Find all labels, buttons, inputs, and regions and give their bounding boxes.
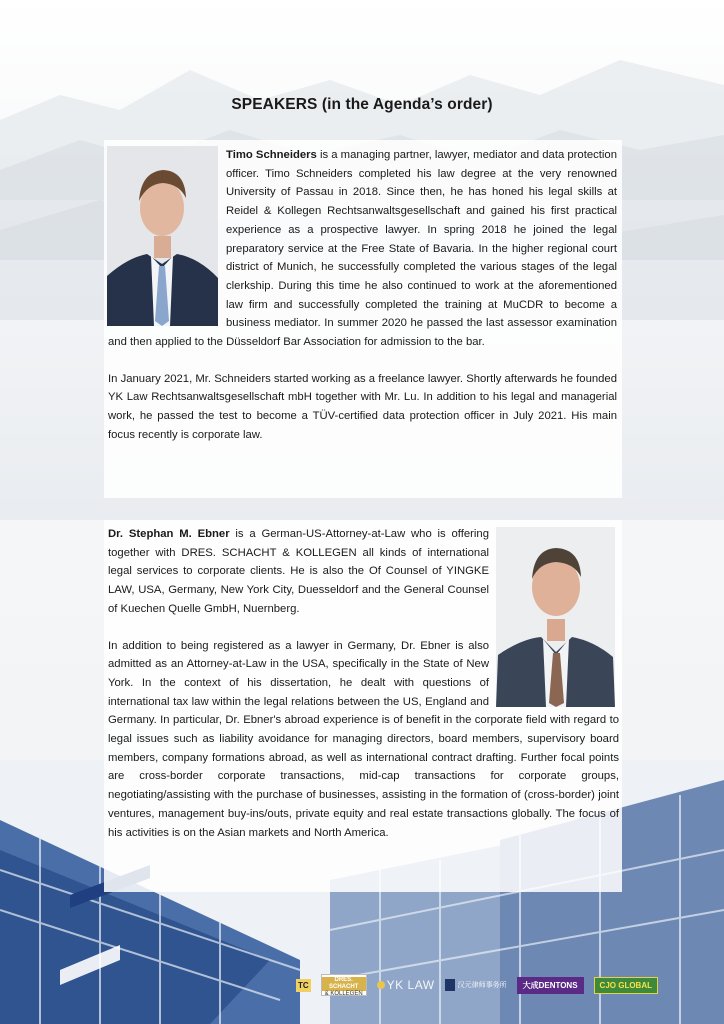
speaker-photo-stephan-ebner <box>496 527 615 707</box>
dres-schacht-logo <box>321 974 367 996</box>
han-yuan-mark-icon <box>445 979 455 991</box>
yk-law-dot-icon <box>377 981 385 989</box>
speaker-1-name: Timo Schneiders <box>226 149 317 161</box>
speaker-2-bio-2: In addition to being registered as a lawyer in Germany, Dr. Ebner is also admitted as an Attorney-at-Law in the USA, specifically in the State of New York. In the context of his dissertation, he dealt with questions of international tax law within the legal relations between the US, England and Germany. In particular, Dr. Ebner's abroad experience is of benefit in the corporate field with regard to legal issues such as liability avoidance for managing directors, board members, supervisory board members, company formations abroad, as well as international contract drafting. Further focal points are cross-border corporate transactions, mid-cap transactions for corporate groups, negotiating/assisting with the purchase of businesses, assisting in the formation of (cross-border) joint ventures, management buy-ins/outs, private equity and real estate transactions globally. The focus of his activities is on the Asian markets and North America. <box>108 639 619 839</box>
speaker-photo-timo-schneiders <box>107 146 218 326</box>
cjo-global-logo: CJO GLOBAL <box>594 977 658 994</box>
speaker-1-bio-2: In January 2021, Mr. Schneiders started working as a freelance lawyer. Shortly afterwards he founded YK Law Rechtsanwaltsgesellschaft mbH together with Mr. Lu. In addition to his legal and managerial work, he passed the test to become a TÜV-certified data protection officer in July 2021. His main focus recently is corporate law. <box>108 372 617 441</box>
speaker-1-bio-1-text: is a managing partner, lawyer, mediator and data protection officer. Timo Schneiders completed his law degree at the very renowned University of Passau in 2018. Since then, he has honed his legal skills at Reidel & Kollegen Rechtsanwaltsgesellschaft and gained his first practical experience as a prospective lawyer. In spring 2018 he joined the legal preparatory service at the Free State of Bavaria. In the higher regional court district of Munich, he successfully completed the various stages of the legal clerkship. During this time he also continued to work at the aforementioned law firm and successfully completed the training at MuCDR to become a business mediator. In summer 2020 he passed the last assessor examination and then applied to the Düsseldorf Bar Association for admission to the bar. <box>108 149 618 349</box>
han-yuan-logo-text: 汉元律师事务所 <box>457 982 507 989</box>
yk-law-logo-text: YK LAW <box>386 978 435 992</box>
dentons-logo-text: DENTONS <box>538 980 578 990</box>
dres-schacht-logo-sub: & KOLLEGEN <box>324 991 363 997</box>
dentons-logo-cn: 大成 <box>522 980 539 990</box>
page-title: SPEAKERS (in the Agenda’s order) <box>231 96 493 113</box>
speaker-2-name: Dr. Stephan M. Ebner <box>108 528 230 540</box>
speaker-2-bio-1-text: is a German-US-Attorney-at-Law who is offering together with DRES. SCHACHT & KOLLEGEN all kinds of international legal services to corporate clients. He is also the Of Counsel of YINGKE LAW, USA, Germany, New York City, Duesseldorf and the General Counsel of Kuechen Quelle GmbH, Nuernberg. <box>108 528 489 615</box>
dres-schacht-logo-title: DRES. SCHACHT <box>322 977 366 991</box>
sponsor-logos <box>296 972 696 998</box>
speaker-section-1 <box>108 146 617 445</box>
tc-logo: TC <box>298 980 309 990</box>
dentons-logo <box>517 977 584 994</box>
han-yuan-logo <box>445 979 507 991</box>
speaker-section-2 <box>108 525 619 842</box>
yk-law-logo <box>377 978 435 992</box>
